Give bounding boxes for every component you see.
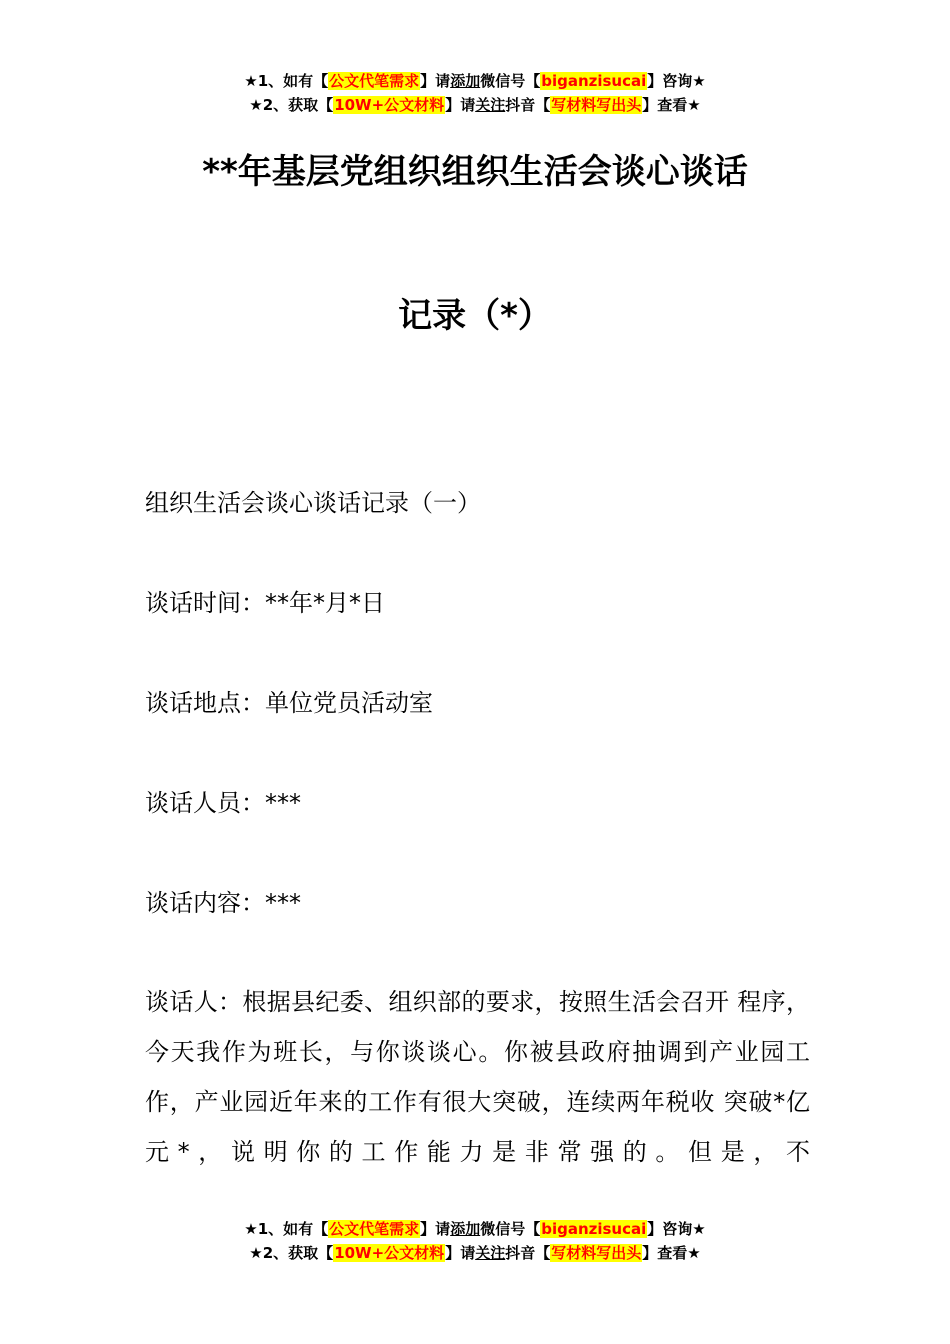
banner-line-2 — [0, 93, 950, 117]
footer-wechat-id-highlight: biganzisucai — [541, 1220, 647, 1238]
footer-material-highlight: 10W+公文材料 — [334, 1244, 445, 1262]
speech-paragraph: 谈话人：根据县纪委、组织部的要求，按照生活会召开 程序，今天我作为班长，与你谈谈心。你被县政府抽调到产业园工作，产业园近年来的工作有很大突破，连续两年税收 突破*亿元*，说明你的工作能力是非常强的。但是，不 — [145, 988, 810, 1166]
douyin-account-highlight: 写材料写出头 — [551, 96, 642, 114]
banner-line1-mid1: 】请 — [420, 72, 451, 90]
talk-place: 谈话地点：单位党员活动室 — [145, 689, 433, 717]
talk-content: 谈话内容：*** — [145, 889, 301, 917]
footer-line1-prefix: ★1、如有【 — [244, 1220, 329, 1238]
footer-line2-mid2: 抖音【 — [505, 1244, 551, 1262]
footer-line2-mid1: 】请 — [445, 1244, 476, 1262]
footer-line2-prefix: ★2、获取【 — [249, 1244, 334, 1262]
talk-time: 谈话时间：**年*月*日 — [145, 589, 385, 617]
ghostwriting-need-highlight: 公文代笔需求 — [329, 72, 420, 90]
add-underlined: 添加 — [450, 72, 481, 90]
banner-line1-mid2: 微信号【 — [480, 72, 541, 90]
header-banner — [0, 69, 950, 117]
banner-line2-mid2: 抖音【 — [505, 96, 551, 114]
footer-add-underlined: 添加 — [450, 1220, 481, 1238]
document-title-line-1: **年基层党组织组织生活会谈心谈话 — [202, 152, 748, 192]
document-title-line-2: 记录（*） — [398, 296, 552, 336]
footer-line1-mid2: 微信号【 — [480, 1220, 541, 1238]
footer-banner-line-2 — [0, 1241, 950, 1265]
material-highlight: 10W+公文材料 — [334, 96, 445, 114]
footer-douyin-account-highlight: 写材料写出头 — [551, 1244, 642, 1262]
banner-line1-suffix: 】咨询★ — [647, 72, 706, 90]
banner-line-1 — [0, 69, 950, 93]
banner-line2-mid1: 】请 — [445, 96, 476, 114]
footer-follow-underlined: 关注 — [475, 1244, 506, 1262]
footer-line1-mid1: 】请 — [420, 1220, 451, 1238]
footer-ghostwriting-need-highlight: 公文代笔需求 — [329, 1220, 420, 1238]
wechat-id-highlight: biganzisucai — [541, 72, 647, 90]
banner-line1-prefix: ★1、如有【 — [244, 72, 329, 90]
footer-banner-line-1 — [0, 1217, 950, 1241]
section-heading: 组织生活会谈心谈话记录（一） — [145, 489, 481, 517]
footer-line2-suffix: 】查看★ — [642, 1244, 701, 1262]
footer-line1-suffix: 】咨询★ — [647, 1220, 706, 1238]
footer-banner — [0, 1217, 950, 1265]
follow-underlined: 关注 — [475, 96, 506, 114]
talk-people: 谈话人员：*** — [145, 789, 301, 817]
banner-line2-suffix: 】查看★ — [642, 96, 701, 114]
banner-line2-prefix: ★2、获取【 — [249, 96, 334, 114]
